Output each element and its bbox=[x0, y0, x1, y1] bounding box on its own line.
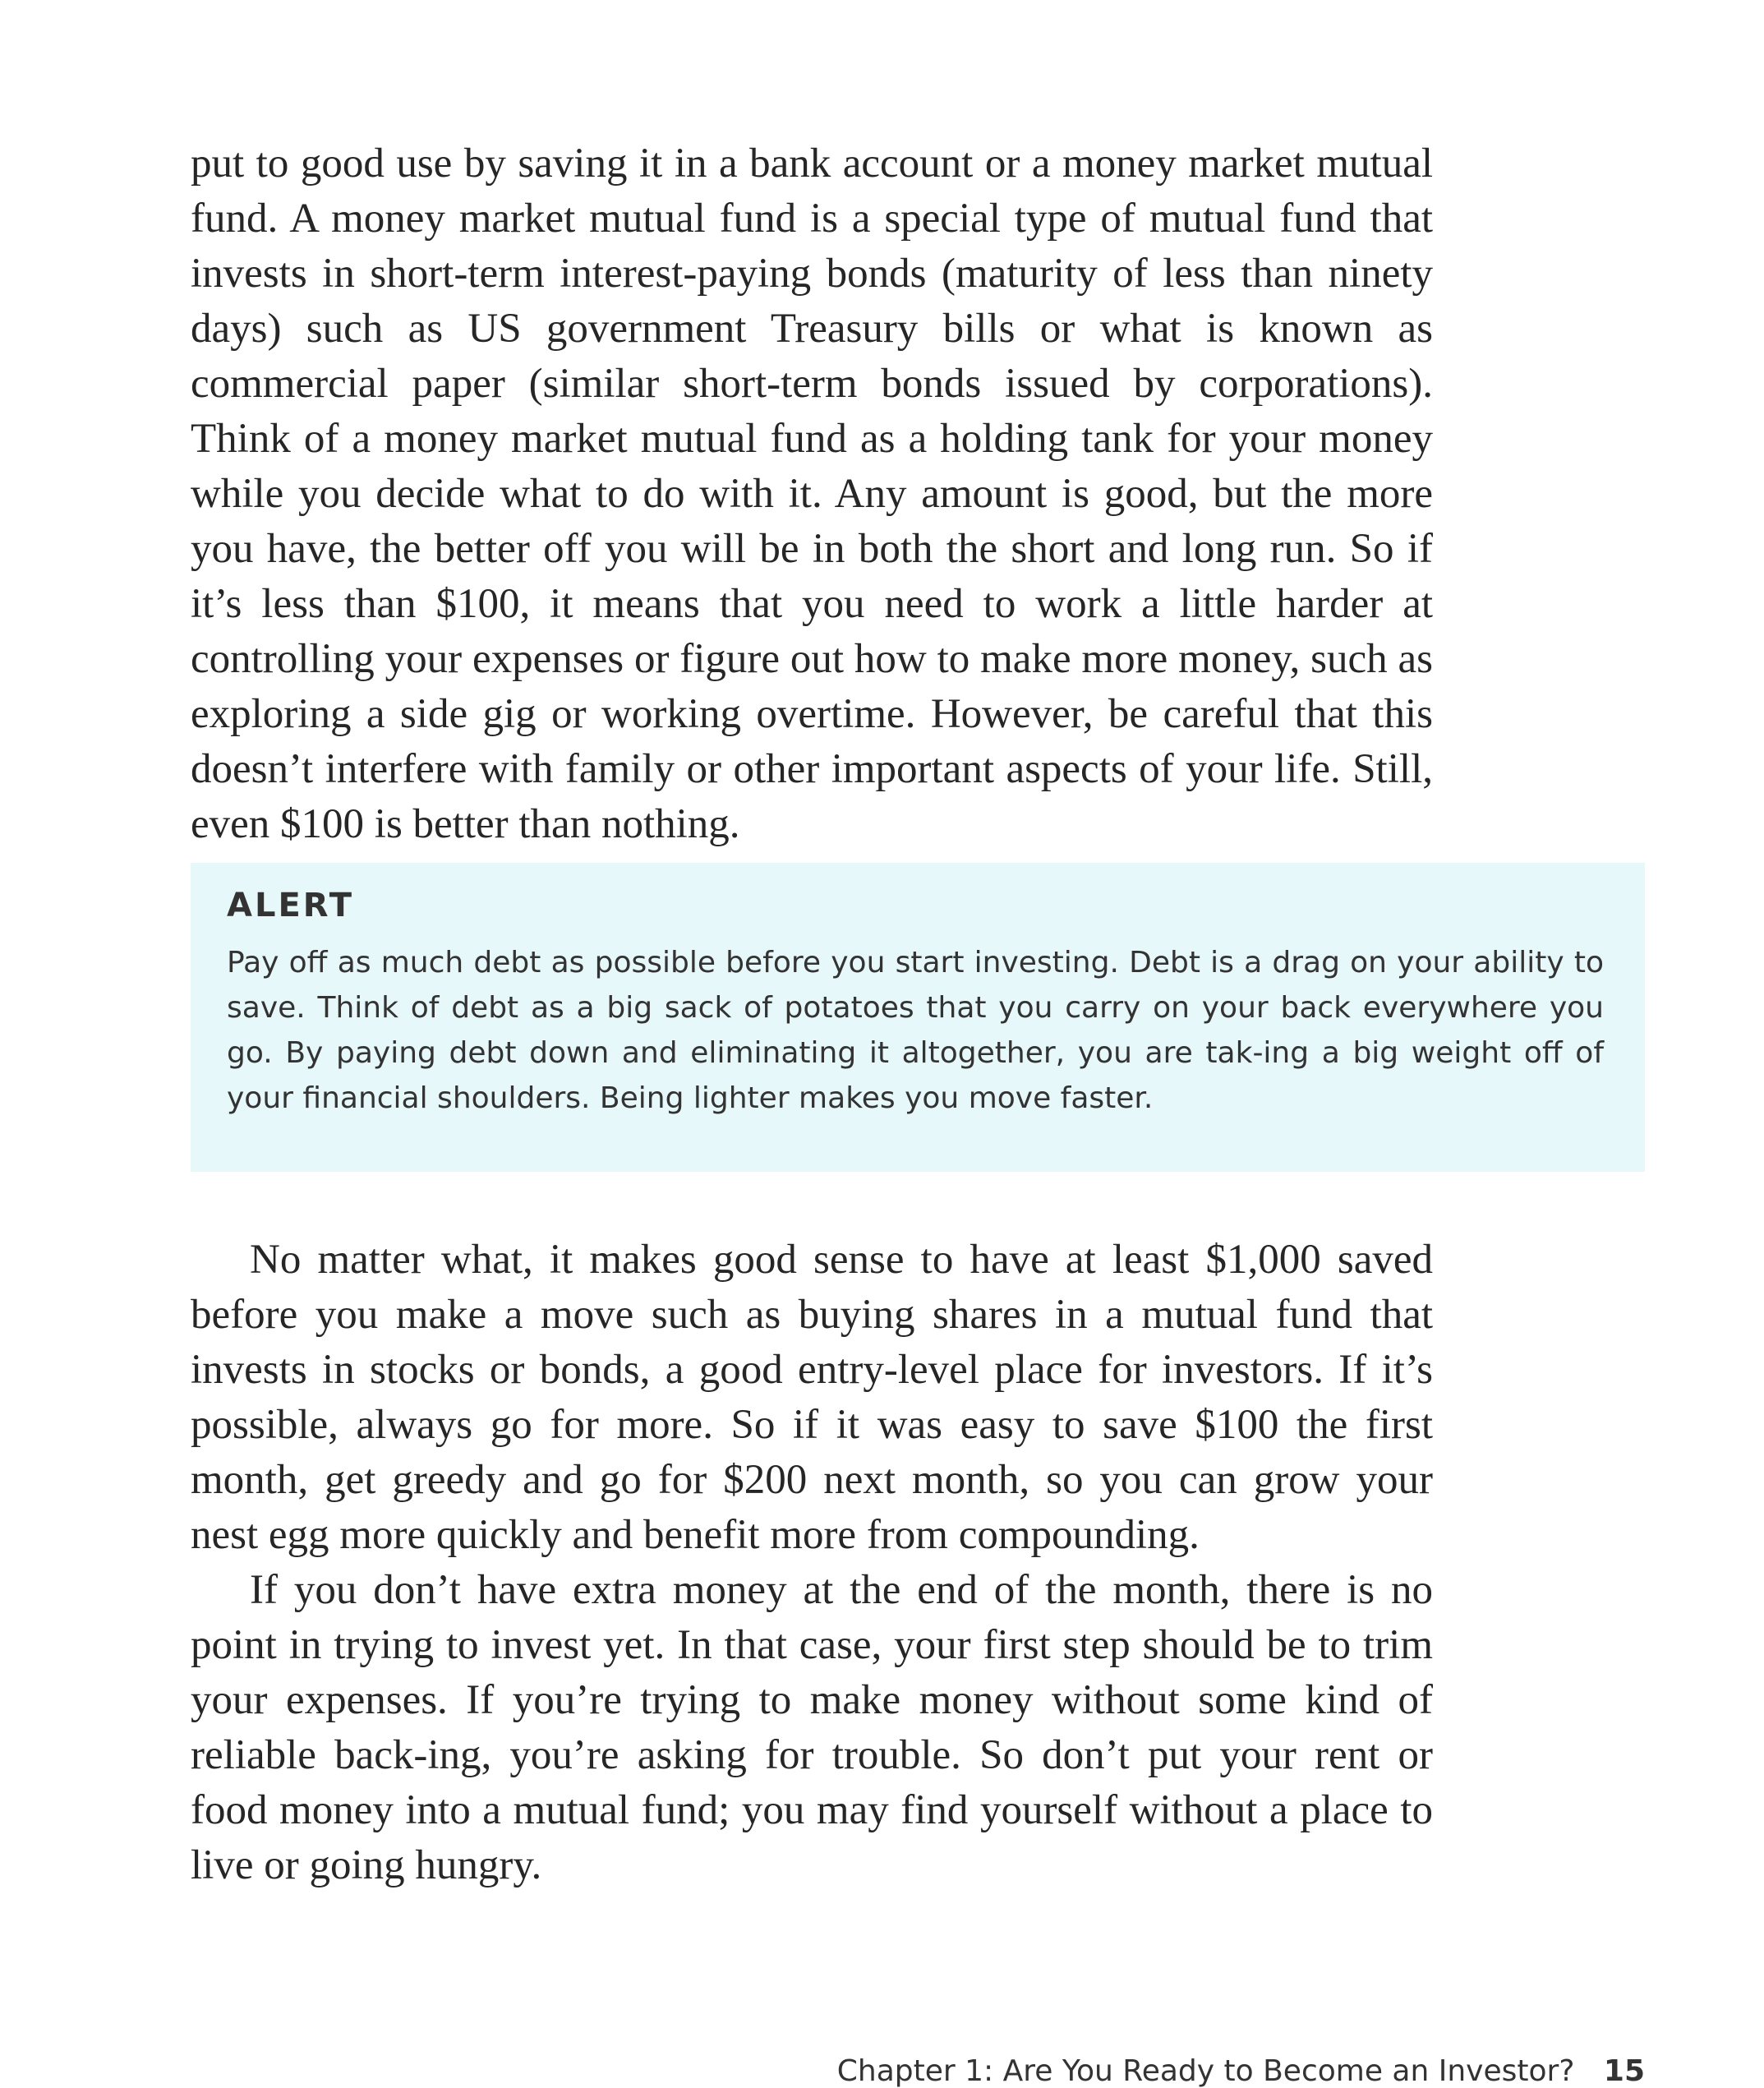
top-text-block bbox=[191, 136, 1433, 852]
bottom-text-block bbox=[191, 1233, 1433, 1893]
paragraph-save-1000: No matter what, it makes good sense to have at least $1,000 saved before you make a move such as buying shares in a mutual fund that invests in stocks or bonds, a good entry-level place for investors. If it’s possible, always go for more. So if it was easy to save $100 the first month, get greedy and go for $200 next month, so you can grow your nest egg more quickly and benefit more from compounding. bbox=[191, 1237, 1433, 1558]
alert-heading: ALERT bbox=[227, 887, 355, 924]
paragraph-extra-money: If you don’t have extra money at the end of the month, there is no point in trying to invest yet. In that case, your first step should be to trim your expenses. If you’re trying to make money without some kind of reliable back-ing, you’re asking for trouble. So don’t put your rent or food money into a mutual fund; you may find yourself without a place to live or going hungry. bbox=[191, 1567, 1433, 1888]
alert-box bbox=[191, 863, 1645, 1172]
chapter-title: Chapter 1: Are You Ready to Become an Investor? bbox=[836, 2054, 1575, 2088]
alert-body: Pay off as much debt as possible before you start investing. Debt is a drag on your ability to save. Think of debt as a big sack of potatoes that you carry on your back everywhere you go. By paying debt down and eliminating it altogether, you are tak-ing a big weight off of your financial shoulders. Being lighter makes you move faster. bbox=[227, 946, 1604, 1115]
page-footer bbox=[837, 2054, 1645, 2088]
page-number: 15 bbox=[1603, 2054, 1645, 2088]
paragraph-money-market: put to good use by saving it in a bank account or a money market mutual fund. A money market mutual fund is a special type of mutual fund that invests in short-term interest-paying bonds (maturity of less than ninety days) such as US government Treasury bills or what is known as commercial paper (similar short-term bonds issued by corporations). Think of a money market mutual fund as a holding tank for your money while you decide what to do with it. Any amount is good, but the more you have, the better off you will be in both the short and long run. So if it’s less than $100, it means that you need to work a little harder at controlling your expenses or figure out how to make more money, such as exploring a side gig or working overtime. However, be careful that this doesn’t interfere with family or other important aspects of your life. Still, even $100 is better than nothing. bbox=[191, 141, 1433, 847]
